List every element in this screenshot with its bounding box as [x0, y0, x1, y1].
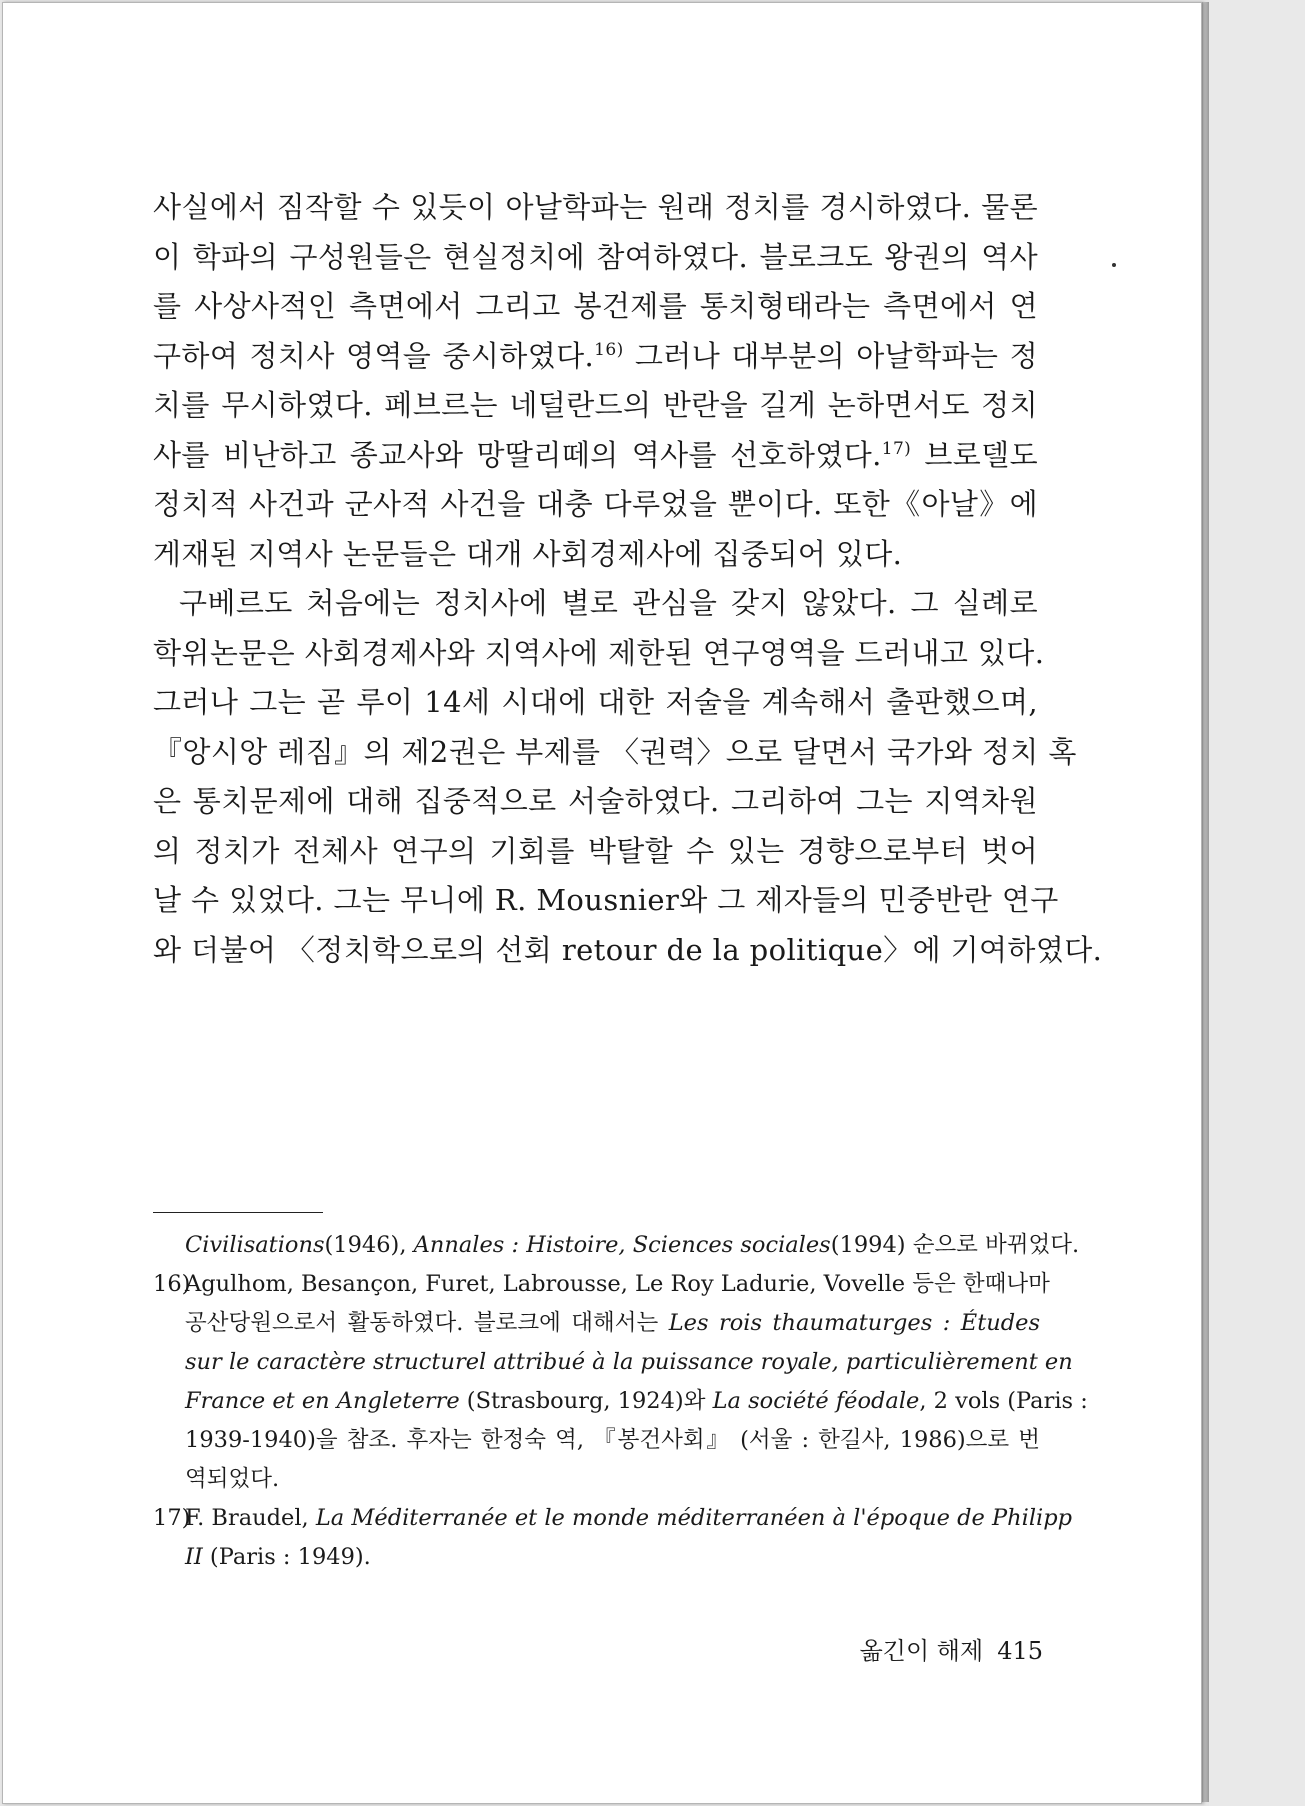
text-line: 날 수 있었다. 그는 무니에 R. Mousnier와 그 제자들의 민중반란 연구 — [153, 883, 1059, 917]
text-line: 학위논문은 사회경제사와 지역사에 제한된 연구영역을 드러내고 있다. — [153, 635, 1045, 670]
book-title: La Méditerranée et le monde méditerranéen à l'époque de Philipp — [315, 1505, 1073, 1531]
text-line: 1939-1940)을 참조. 후자는 한정숙 역, 『봉건사회』 (서울 : 한길사, 1986)으로 번 — [185, 1427, 1040, 1453]
stray-mark — [1112, 263, 1116, 267]
footnote-number: 16) — [153, 1271, 191, 1297]
footnote-ref-16[interactable]: 16) — [594, 339, 624, 360]
journal-title: Annales : Histoire, Sciences sociales — [413, 1232, 831, 1258]
text-line: 치를 무시하였다. 페브르는 네덜란드의 반란을 길게 논하면서도 정치 — [153, 388, 1038, 422]
paragraph-2 — [153, 579, 1103, 975]
book-title: Les rois thaumaturges : Études — [668, 1310, 1040, 1336]
text-segment: 브로델도 — [911, 437, 1038, 472]
book-title: II — [185, 1544, 203, 1570]
text-line: 와 더불어 〈정치학으로의 선회 retour de la politique〉에 기여하였다. — [153, 932, 1103, 967]
footnote-divider — [153, 1212, 323, 1213]
text-line: 를 사상사적인 측면에서 그리고 봉건제를 통치형태라는 측면에서 연 — [153, 289, 1038, 323]
text-line: 그러나 그는 곧 루이 14세 시대에 대한 저술을 계속해서 출판했으며, — [153, 685, 1038, 719]
text-segment: (1946), — [324, 1232, 414, 1258]
text-segment: Agulhom, Besançon, Furet, Labrousse, Le Roy Ladurie, Vovelle 등은 한때나마 — [185, 1271, 1050, 1297]
text-segment: , 2 vols (Paris : — [919, 1388, 1088, 1414]
text-line — [153, 1343, 1073, 1382]
footnote-17 — [153, 1499, 1073, 1577]
book-title: La société féodale — [712, 1388, 920, 1414]
journal-title: Civilisations — [185, 1232, 325, 1258]
text-line — [153, 1265, 1050, 1304]
footnote-number: 17) — [153, 1505, 191, 1531]
text-segment: 사를 비난하고 종교사와 망딸리떼의 역사를 선호하였다. — [153, 437, 882, 472]
text-line: 의 정치가 전체사 연구의 기회를 박탈할 수 있는 경향으로부터 벗어 — [153, 833, 1038, 868]
text-line — [153, 431, 1038, 481]
section-label: 옮긴이 해제 — [859, 1637, 984, 1665]
text-segment: (Paris : 1949). — [202, 1544, 371, 1570]
footnote-16 — [153, 1265, 1088, 1499]
book-title: sur le caractère structurel attribué à la puissance royale, particulièrement en — [185, 1349, 1073, 1375]
text-line — [153, 1382, 1088, 1421]
text-line — [153, 332, 1038, 382]
book-title: France et en Angleterre — [185, 1388, 460, 1414]
footnote-ref-17[interactable]: 17) — [881, 438, 912, 459]
text-line: 정치적 사건과 군사적 사건을 대충 다루었을 뿐이다. 또한《아날》에 — [153, 487, 1038, 521]
running-footer — [860, 1631, 1043, 1666]
text-line: 이 학파의 구성원들은 현실정치에 참여하였다. 블로크도 왕권의 역사 — [153, 239, 1038, 274]
text-segment: F. Braudel, — [185, 1505, 316, 1531]
footnotes — [153, 1226, 1088, 1577]
text-line — [153, 1226, 1080, 1265]
text-line: 게재된 지역사 논문들은 대개 사회경제사에 집중되어 있다. — [153, 536, 903, 571]
text-segment: 공산당원으로서 활동하였다. 블로크에 대해서는 — [185, 1310, 669, 1336]
paragraph-1 — [153, 183, 1038, 579]
text-line: 사실에서 짐작할 수 있듯이 아날학파는 원래 정치를 경시하였다. 물론 — [153, 190, 1038, 224]
text-line — [153, 1499, 1073, 1538]
text-line: 구베르도 처음에는 정치사에 별로 관심을 갖지 않았다. 그 실례로 — [179, 586, 1038, 620]
footnote-continuation — [153, 1226, 1080, 1265]
text-line: 은 통치문제에 대해 집중적으로 서술하였다. 그리하여 그는 지역차원 — [153, 784, 1038, 818]
page-number: 415 — [997, 1637, 1043, 1665]
viewer-background — [1209, 0, 1305, 1806]
text-line: 『앙시앙 레짐』의 제2권은 부제를 〈권력〉으로 달면서 국가와 정치 혹 — [153, 734, 1077, 769]
text-line — [153, 1538, 1040, 1577]
text-segment: 구하여 정치사 영역을 중시하였다. — [153, 338, 595, 373]
text-segment: (1994) 순으로 바뀌었다. — [830, 1232, 1080, 1258]
main-text — [153, 183, 1103, 975]
text-segment: 그러나 대부분의 아날학파는 정 — [623, 338, 1038, 373]
text-line: 역되었다. — [185, 1466, 280, 1492]
text-line — [153, 1304, 1040, 1343]
text-segment: (Strasbourg, 1924)와 — [459, 1388, 713, 1414]
